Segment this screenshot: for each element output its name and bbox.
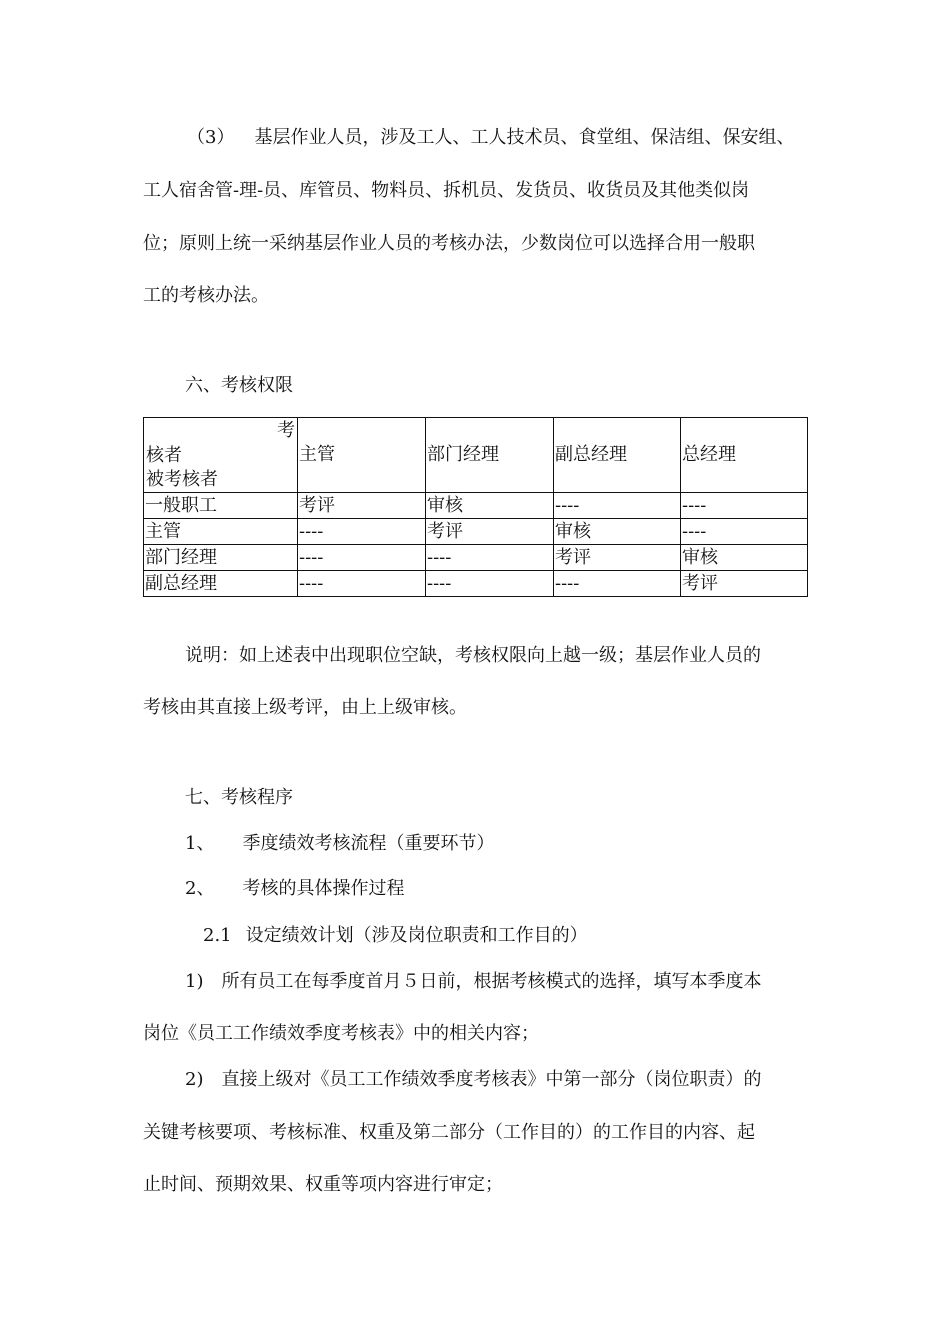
item1-text: 季度绩效考核流程（重要环节）: [242, 833, 495, 854]
row-label: 部门经理: [144, 545, 298, 571]
para3-number: （3）: [187, 127, 235, 148]
row-label: 主管: [144, 519, 298, 545]
table-cell: 考评: [554, 545, 681, 571]
step2-number: 2): [185, 1069, 204, 1090]
step2-text: 直接上级对《员工工作绩效季度考核表》中第一部分（岗位职责）的: [221, 1069, 762, 1090]
section7-item2: [185, 878, 404, 900]
para3-line1-text: 基层作业人员，涉及工人、工人技术员、食堂组、保洁组、保安组、: [254, 127, 795, 148]
table-cell: 审核: [681, 545, 808, 571]
para3-line4: 工的考核办法。: [143, 285, 269, 306]
step1-text: 所有员工在每季度首月５日前，根据考核模式的选择，填写本季度本: [221, 971, 762, 992]
step1-line2: 岗位《员工工作绩效季度考核表》中的相关内容；: [143, 1023, 539, 1044]
note-line2: 考核由其直接上级考评，由上上级审核。: [143, 697, 467, 718]
step2-line1: [185, 1069, 761, 1091]
table-cell: ----: [554, 493, 681, 519]
table-row: [144, 519, 808, 545]
table-row: [144, 493, 808, 519]
step2-line2: 关键考核要项、考核标准、权重及第二部分（工作目的）的工作目的内容、起: [143, 1122, 755, 1143]
table-cell: ----: [554, 571, 681, 597]
step1-number: 1): [185, 971, 204, 992]
section7-heading: 七、考核程序: [185, 787, 293, 808]
row-label: 一般职工: [144, 493, 298, 519]
note-line1: 说明：如上述表中出现职位空缺，考核权限向上越一级；基层作业人员的: [185, 645, 761, 666]
table-cell: ----: [426, 545, 554, 571]
sub21-number: 2.1: [203, 925, 232, 946]
table-cell: 审核: [426, 493, 554, 519]
section6-heading: 六、考核权限: [185, 375, 293, 396]
sub21-text: 设定绩效计划（涉及岗位职责和工作目的）: [245, 925, 588, 946]
para3-line3: 位；原则上统一采纳基层作业人员的考核办法，少数岗位可以选择合用一般职: [143, 233, 755, 254]
table-cell: 考评: [426, 519, 554, 545]
table-cell: ----: [426, 571, 554, 597]
corner-cell: [144, 418, 298, 493]
table-cell: 考评: [681, 571, 808, 597]
table-row: [144, 545, 808, 571]
corner-evaluator-label: 核者: [146, 445, 182, 466]
step1-line1: [185, 971, 761, 993]
authority-table: [143, 417, 808, 597]
row-label: 副总经理: [144, 571, 298, 597]
section7-item1: [185, 833, 494, 855]
table-header-row: [144, 418, 808, 493]
subsection-2-1: [203, 925, 588, 947]
step2-line3: 止时间、预期效果、权重等项内容进行审定；: [143, 1174, 503, 1195]
table-cell: ----: [298, 519, 426, 545]
corner-evaluatee-label: 被考核者: [146, 469, 218, 490]
table-cell: ----: [681, 493, 808, 519]
column-header: 部门经理: [426, 418, 554, 493]
table-cell: ----: [298, 571, 426, 597]
item2-text: 考核的具体操作过程: [242, 878, 405, 899]
column-header: 副总经理: [554, 418, 681, 493]
table-cell: 考评: [298, 493, 426, 519]
corner-top-text: 考: [277, 420, 295, 441]
table-cell: 审核: [554, 519, 681, 545]
table-cell: ----: [681, 519, 808, 545]
para3-line1: [187, 127, 794, 149]
table-cell: ----: [298, 545, 426, 571]
item1-number: 1、: [185, 833, 215, 854]
table-row: [144, 571, 808, 597]
column-header: 主管: [298, 418, 426, 493]
item2-number: 2、: [185, 878, 215, 899]
column-header: 总经理: [681, 418, 808, 493]
para3-line2: 工人宿舍管-理-员、库管员、物料员、拆机员、发货员、收货员及其他类似岗: [143, 180, 750, 201]
